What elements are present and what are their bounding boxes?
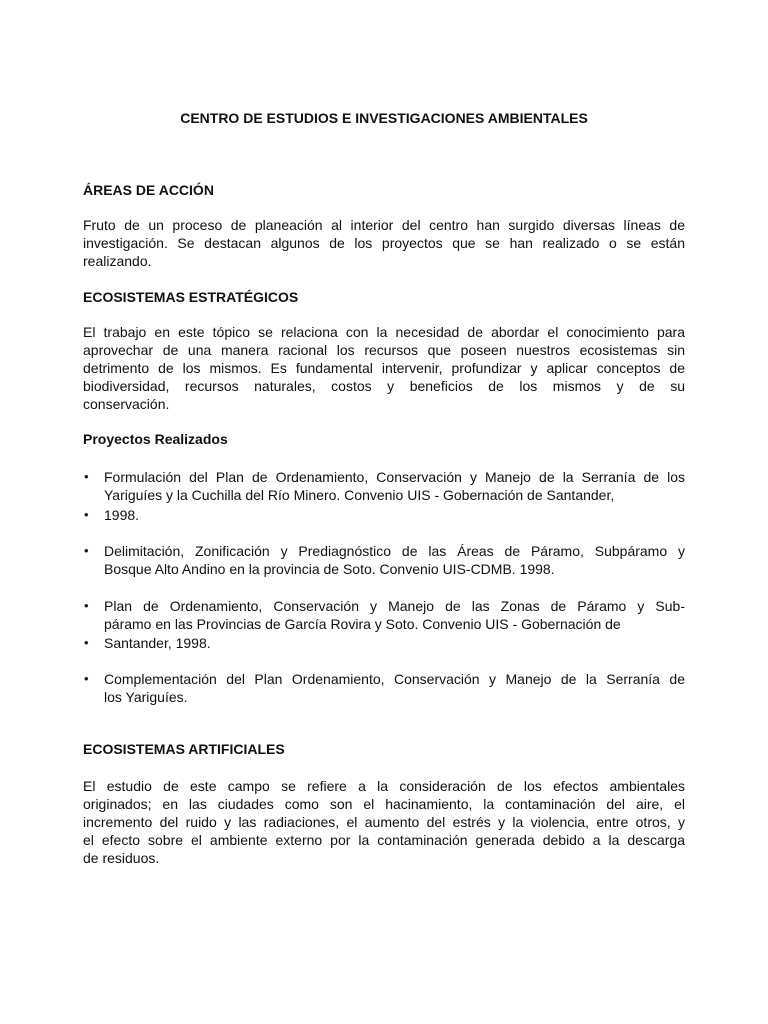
bullet-icon: •	[84, 543, 89, 558]
paragraph-line: de residuos.	[83, 850, 160, 866]
heading-proyectos-realizados: Proyectos Realizados	[83, 431, 228, 447]
list-item-line: Complementación del Plan Ordenamiento, Conservación y Manejo de la Serranía de	[104, 671, 685, 687]
paragraph-line: detrimento de los mismos. Es fundamental intervenir, profundizar y aplicar conceptos de	[83, 360, 685, 376]
list-item	[104, 597, 685, 633]
paragraph-line: El estudio de este campo se refiere a la consideración de los efectos ambientales	[83, 778, 685, 794]
paragraph-line: investigación. Se destacan algunos de los proyectos que se han realizado o se están	[83, 235, 685, 251]
list-item-line: los Yariguíes.	[104, 689, 188, 705]
list-item-line: Plan de Ordenamiento, Conservación y Manejo de las Zonas de Páramo y Sub-	[104, 598, 685, 614]
list-item-line: Delimitación, Zonificación y Prediagnóstico de las Áreas de Páramo, Subpáramo y	[104, 543, 685, 559]
paragraph-ecosistemas-artificiales	[83, 777, 685, 867]
list-item	[104, 670, 685, 706]
list-item	[104, 634, 685, 652]
paragraph-line: conservación.	[83, 396, 170, 412]
paragraph-line: biodiversidad, recursos naturales, costos y beneficios de los mismos y de su	[83, 378, 685, 394]
heading-ecosistemas-estrategicos: ECOSISTEMAS ESTRATÉGICOS	[83, 289, 299, 305]
bullet-icon: •	[84, 598, 89, 613]
list-item	[104, 542, 685, 578]
paragraph-line: el efecto sobre el ambiente externo por la contaminación generada debido a la descarga	[83, 832, 685, 848]
paragraph-line: realizando.	[83, 253, 152, 269]
list-item-line: Santander, 1998.	[104, 635, 211, 651]
bullet-icon: •	[84, 507, 89, 522]
paragraph-line: originados; en las ciudades como son el hacinamiento, la contaminación del aire, el	[83, 796, 685, 812]
paragraph-line: El trabajo en este tópico se relaciona con la necesidad de abordar el conocimiento para	[83, 324, 685, 340]
bullet-icon: •	[84, 635, 89, 650]
list-item	[104, 506, 685, 524]
document-title: CENTRO DE ESTUDIOS E INVESTIGACIONES AMBIENTALES	[180, 110, 588, 126]
bullet-icon: •	[84, 671, 89, 686]
paragraph-line: Fruto de un proceso de planeación al interior del centro han surgido diversas líneas de	[83, 217, 685, 233]
heading-ecosistemas-artificiales: ECOSISTEMAS ARTIFICIALES	[83, 741, 285, 757]
list-item-line: Bosque Alto Andino en la provincia de Soto. Convenio UIS-CDMB. 1998.	[104, 561, 555, 577]
list-item-line: Yariguíes y la Cuchilla del Río Minero. Convenio UIS - Gobernación de Santander,	[104, 487, 615, 503]
bullet-icon: •	[84, 469, 89, 484]
paragraph-ecosistemas-estrategicos	[83, 323, 685, 413]
paragraph-areas-de-accion	[83, 216, 685, 270]
paragraph-line: aprovechar de una manera racional los recursos que poseen nuestros ecosistemas sin	[83, 342, 685, 358]
list-item-line: páramo en las Provincias de García Rovira y Soto. Convenio UIS - Gobernación de	[104, 616, 621, 632]
list-item-line: Formulación del Plan de Ordenamiento, Conservación y Manejo de la Serranía de los	[104, 469, 685, 485]
list-item	[104, 468, 685, 504]
list-item-line: 1998.	[104, 507, 140, 523]
heading-areas-de-accion: ÁREAS DE ACCIÓN	[83, 182, 214, 198]
paragraph-line: incremento del ruido y las radiaciones, el aumento del estrés y la violencia, entre otros, y	[83, 814, 685, 830]
